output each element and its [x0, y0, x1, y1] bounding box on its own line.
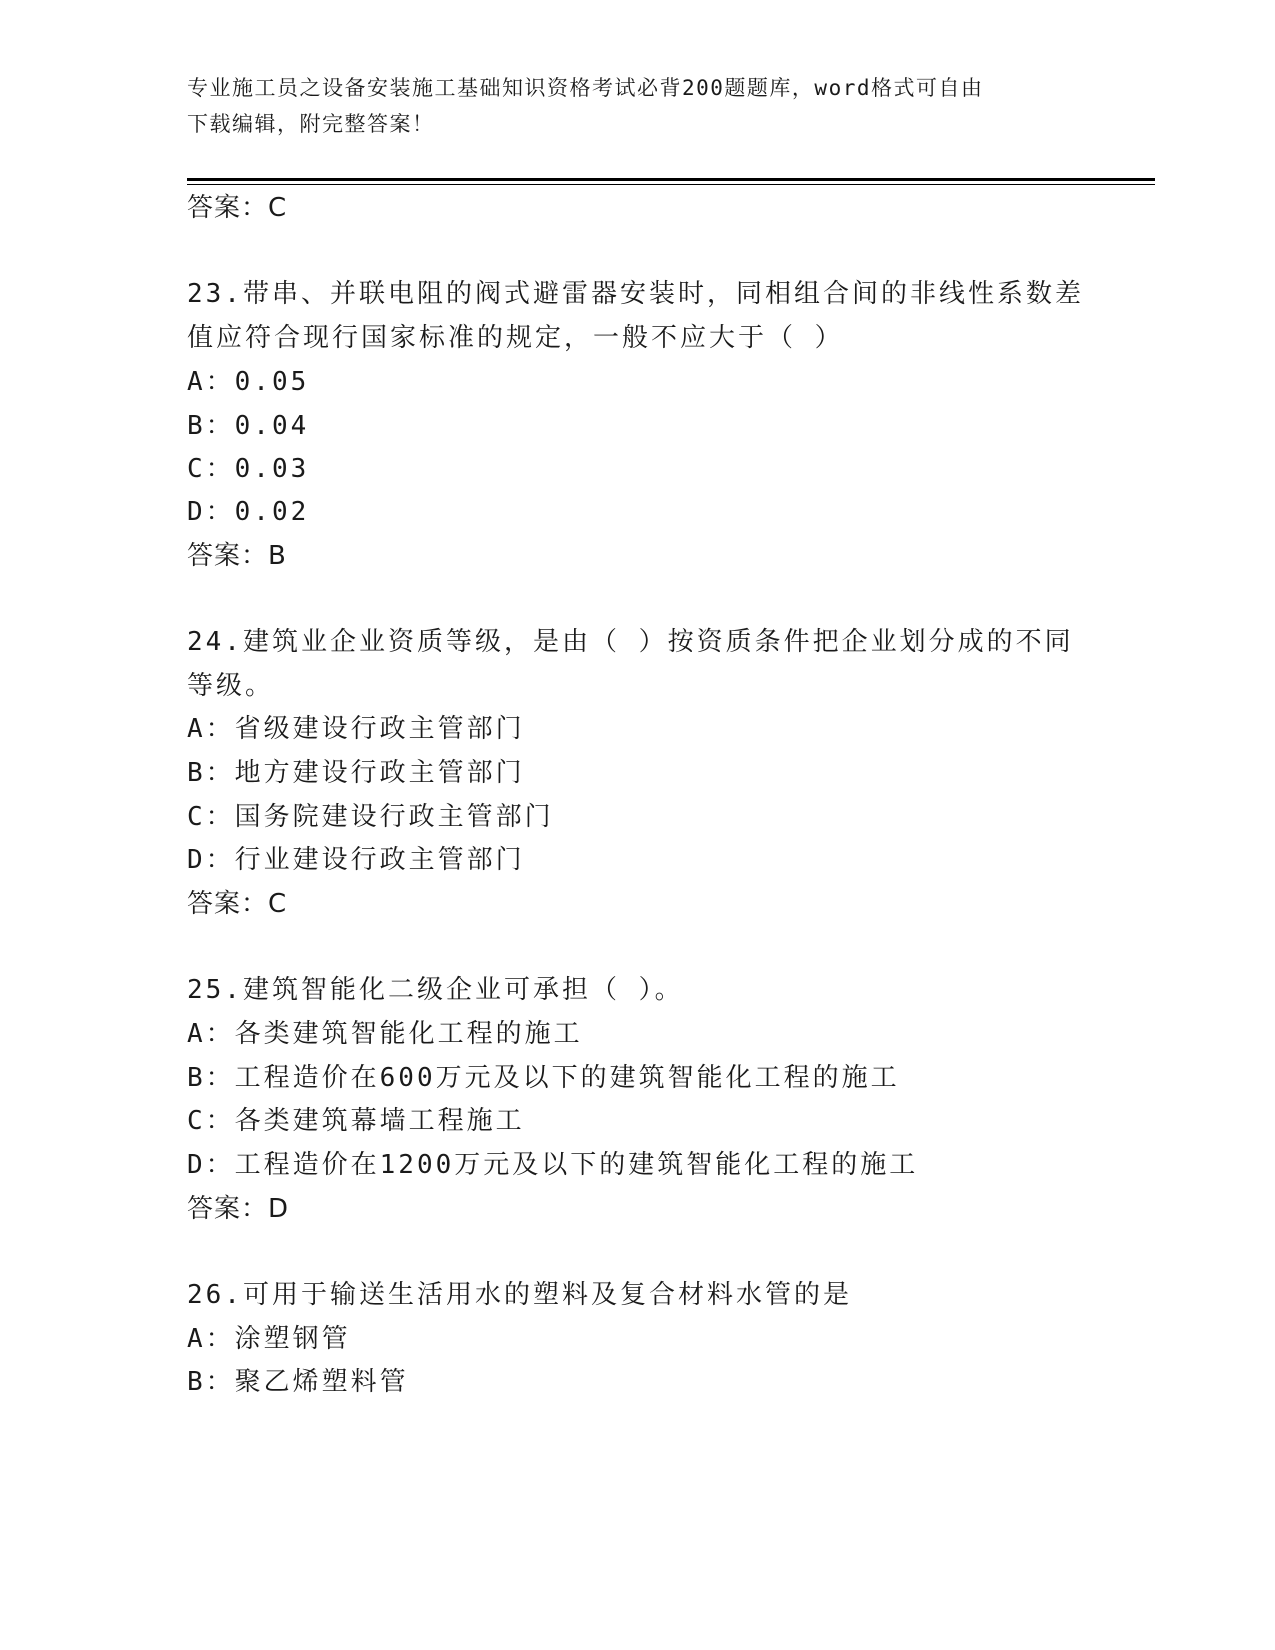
- header-rule-thin: [187, 184, 1155, 185]
- question-23-option-d: D：0.02: [187, 497, 310, 527]
- question-23-answer: 答案：B: [187, 541, 287, 571]
- question-23-option-a: A：0.05: [187, 367, 310, 397]
- question-25-option-a: A：各类建筑智能化工程的施工: [187, 1019, 583, 1049]
- question-26-option-b: B：聚乙烯塑料管: [187, 1367, 409, 1397]
- question-25-option-b: B：工程造价在600万元及以下的建筑智能化工程的施工: [187, 1063, 900, 1093]
- question-24-stem-line-1: 24.建筑业企业资质等级，是由（ ）按资质条件把企业划分成的不同: [187, 627, 1074, 657]
- document-header: [187, 70, 1077, 142]
- question-26-option-a: A：涂塑钢管: [187, 1324, 351, 1354]
- header-line-1: 专业施工员之设备安装施工基础知识资格考试必背200题题库，word格式可自由: [187, 76, 984, 100]
- question-24-answer: 答案：C: [187, 889, 288, 919]
- header-rule-thick: [187, 178, 1155, 181]
- question-23-stem-line-1: 23.带串、并联电阻的阀式避雷器安装时，同相组合间的非线性系数差: [187, 279, 1084, 309]
- question-25-answer: 答案：D: [187, 1194, 290, 1224]
- question-23-stem-line-2: 值应符合现行国家标准的规定，一般不应大于（ ）: [187, 323, 844, 353]
- question-25-option-c: C：各类建筑幕墙工程施工: [187, 1106, 525, 1136]
- header-line-2: 下载编辑，附完整答案！: [187, 112, 435, 136]
- question-25-option-d: D：工程造价在1200万元及以下的建筑智能化工程的施工: [187, 1150, 919, 1180]
- question-24-option-a: A：省级建设行政主管部门: [187, 714, 525, 744]
- question-24-stem-line-2: 等级。: [187, 671, 275, 701]
- prev-answer: 答案：C: [187, 193, 288, 223]
- question-24-option-d: D：行业建设行政主管部门: [187, 845, 525, 875]
- question-24-option-c: C：国务院建设行政主管部门: [187, 802, 554, 832]
- question-23-option-b: B：0.04: [187, 411, 310, 441]
- question-25-stem: 25.建筑智能化二级企业可承担（ ）。: [187, 975, 684, 1005]
- question-23-option-c: C：0.03: [187, 454, 310, 484]
- question-26-stem: 26.可用于输送生活用水的塑料及复合材料水管的是: [187, 1280, 852, 1310]
- question-24-option-b: B：地方建设行政主管部门: [187, 758, 525, 788]
